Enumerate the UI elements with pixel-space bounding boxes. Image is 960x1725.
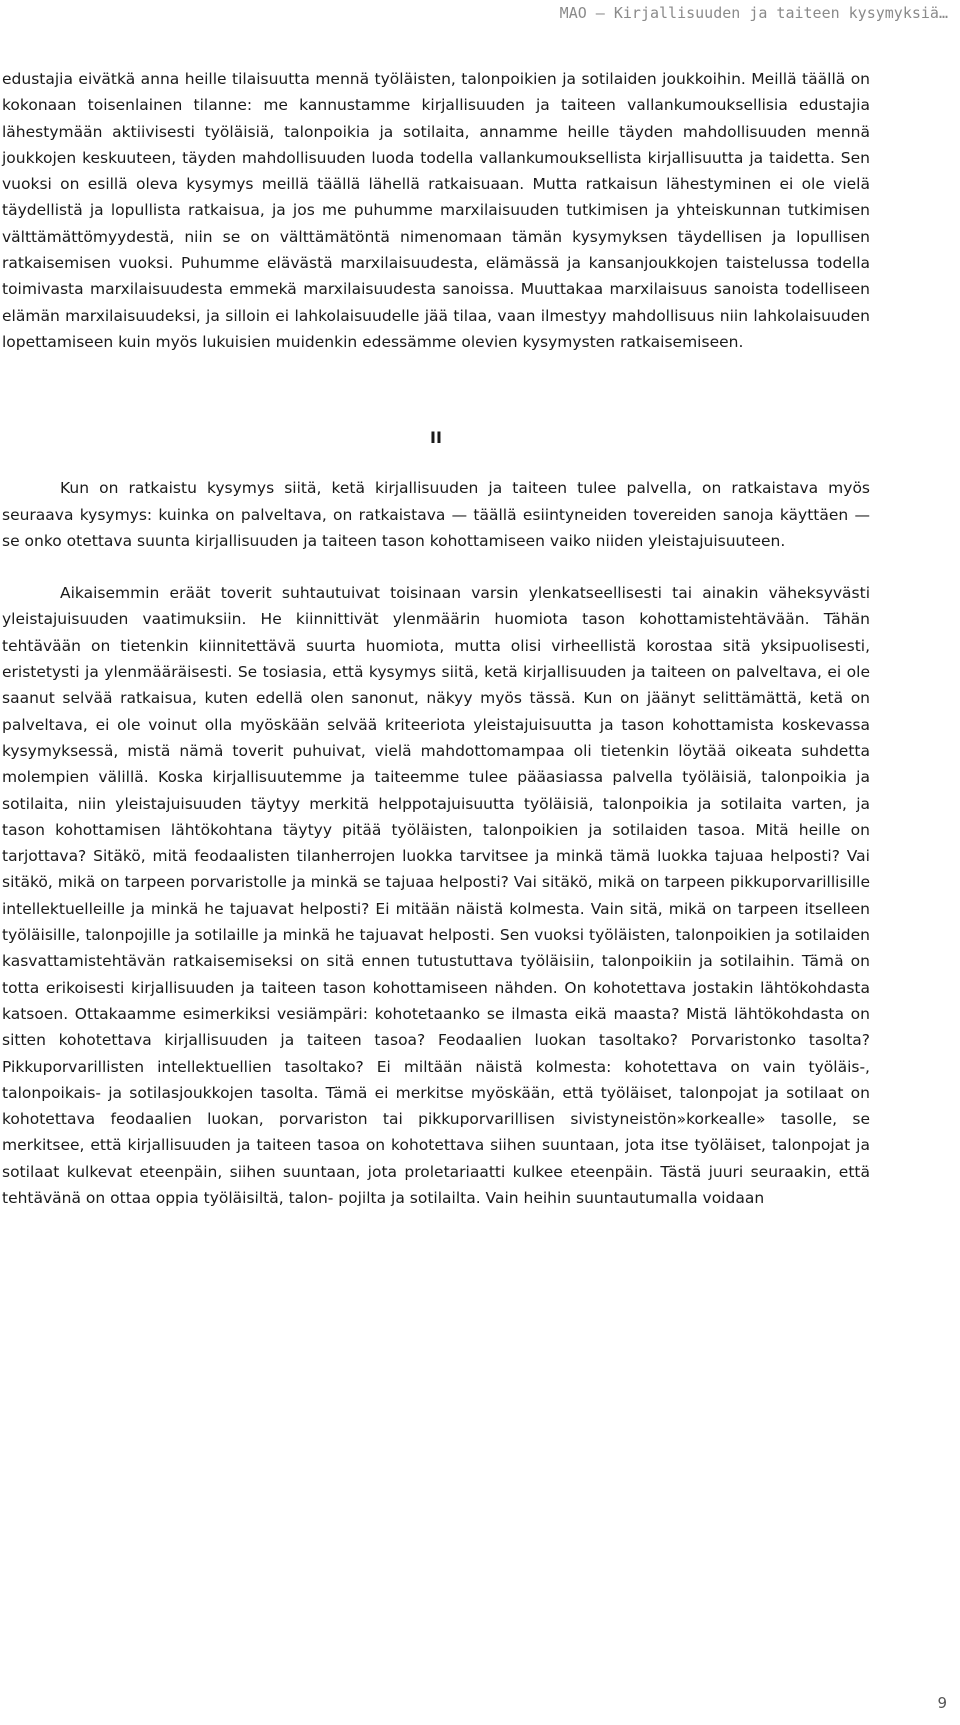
section-heading: II xyxy=(430,428,442,448)
page-number: 9 xyxy=(937,1694,947,1712)
paragraph: Kun on ratkaistu kysymys siitä, ketä kirjallisuuden ja taiteen tulee palvella, on ratkaistava myös seuraava kysymys: kuinka on palveltava, on ratkaistava — täällä esiintyneiden tovereiden sanoja käyttäen — se onko otettava suunta kirjallisuuden ja taiteen tason kohottamiseen vaiko niiden yleistajuisuuteen. xyxy=(2,479,870,550)
running-header: MAO – Kirjallisuuden ja taiteen kysymyksiä… xyxy=(559,4,948,22)
paragraph-continued: edustajia eivätkä anna heille tilaisuutta mennä työläisten, talonpoikien ja sotilaiden joukkoihin. Meillä täällä on kokonaan toisenlainen tilanne: me kannustamme kirjallisuuden ja taiteen vallankumouksellisia edustajia lähestymään aktiivisesti työläisiä, talonpoikia ja sotilaita, annamme heille täyden mahdollisuuden mennä joukkojen keskuuteen, täyden mahdollisuuden luoda todella vallankumouksellista kirjallisuutta ja taidetta. Sen vuoksi on esillä oleva kysymys meillä täällä lähellä ratkaisuaan. Mutta ratkaisun lähestyminen ei ole vielä täydellistä ja lopullista ratkaisua, ja jos me puhumme marxilaisuuden tutkimisen ja yhteiskunnan tutkimisen välttämättömyydestä, niin se on välttämätöntä nimenomaan tämän kysymyksen täydellisen ja lopullisen ratkaisemisen vuoksi. Puhumme elävästä marxilaisuudesta, elämässä ja kansanjoukkojen taistelussa todella toimivasta marxilaisuudesta emmekä marxilaisuudesta sanoissa. Muuttakaa marxilaisuus sanoista todelliseen elämän marxilaisuudeksi, ja silloin ei lahkolaisuudelle jää tilaa, vaan ilmestyy mahdollisuus niin lahkolaisuuden lopettamiseen kuin myös lukuisien muidenkin edessämme olevien kysymysten ratkaisemiseen. xyxy=(2,70,870,351)
document-body xyxy=(2,66,870,1211)
paragraph: Aikaisemmin eräät toverit suhtautuivat toisinaan varsin ylenkatseellisesti tai ainakin väheksyvästi yleistajuisuuden vaatimuksiin. He kiinnittivät ylenmäärin huomiota tason kohottamistehtävään. Tähän tehtävään on tietenkin kiinnitettävä suurta huomiota, mutta olisi virheellistä korostaa sitä yksipuolisesti, eristetysti ja ylenmääräisesti. Se tosiasia, että kysymys siitä, ketä kirjallisuuden ja taiteen on palveltava, ei ole saanut selvää ratkaisua, kuten edellä olen sanonut, näkyy myös tässä. Kun on jäänyt selittämättä, ketä on palveltava, ei ole voinut olla myöskään selvää kriteeriota yleistajuisuutta ja tason kohottamista koskevassa kysymyksessä, mistä nämä toverit puhuivat, vielä mahdottomampaa oli tietenkin löytää oikeata suhdetta molempien välillä. Koska kirjallisuutemme ja taiteemme tulee pääasiassa palvella työläisiä, talonpoikia ja sotilaita, niin yleistajuisuuden täytyy merkitä helppotajuisuutta työläisiä, talonpoikia ja sotilaita varten, ja tason kohottamisen lähtökohtana täytyy pitää työläisten, talonpoikien ja sotilaiden tasoa. Mitä heille on tarjottava? Sitäkö, mitä feodaalisten tilanherrojen luokka tarvitsee ja minkä tämä luokka tajuaa helposti? Vai sitäkö, mikä on tarpeen porvaristolle ja minkä se tajuaa helposti? Vai sitäkö, mikä on tarpeen pikkuporvarillisille intellektuelleille ja minkä he tajuavat helposti? Ei mitään näistä kolmesta. Vain sitä, mikä on tarpeen itselleen työläisille, talonpojille ja sotilaille ja minkä he tajuavat helposti. Sen vuoksi työläisten, talonpoikien ja sotilaiden kasvattamistehtävän ratkaisemiseksi on sitä ennen tutustuttava työläisiin, talonpoikiin ja sotilaihin. Tämä on totta erikoisesti kirjallisuuden ja taiteen tason kohottamiseen nähden. On kohotettava jostakin lähtökohdasta katsoen. Ottakaamme esimerkiksi vesiämpäri: kohotetaanko se ilmasta eikä maasta? Mistä lähtökohdasta on sitten kohotettava kirjallisuuden ja taiteen tasoa? Feodaalien luokan tasoltako? Porvaristonko tasolta? Pikkuporvarillisten intellektuellien tasoltako? Ei miltään näistä kolmesta: kohotettava on vain työläis-, talonpoikais- ja sotilasjoukkojen tasolta. Tämä ei merkitse myöskään, että työläiset, talonpojat ja sotilaat on kohotettava feodaalien luokan, porvariston tai pikkuporvarillisen sivistyneistön»korkealle» tasolle, se merkitsee, että kirjallisuuden ja taiteen tasoa on kohotettava siihen suuntaan, jota itse työläiset, talonpojat ja sotilaat kulkevat eteenpäin, siihen suuntaan, jota proletariaatti kulkee eteenpäin. Tästä juuri seuraakin, että tehtävänä on ottaa oppia työläisiltä, talon- pojilta ja sotilailta. Vain heihin suuntautumalla voidaan xyxy=(2,584,870,1207)
